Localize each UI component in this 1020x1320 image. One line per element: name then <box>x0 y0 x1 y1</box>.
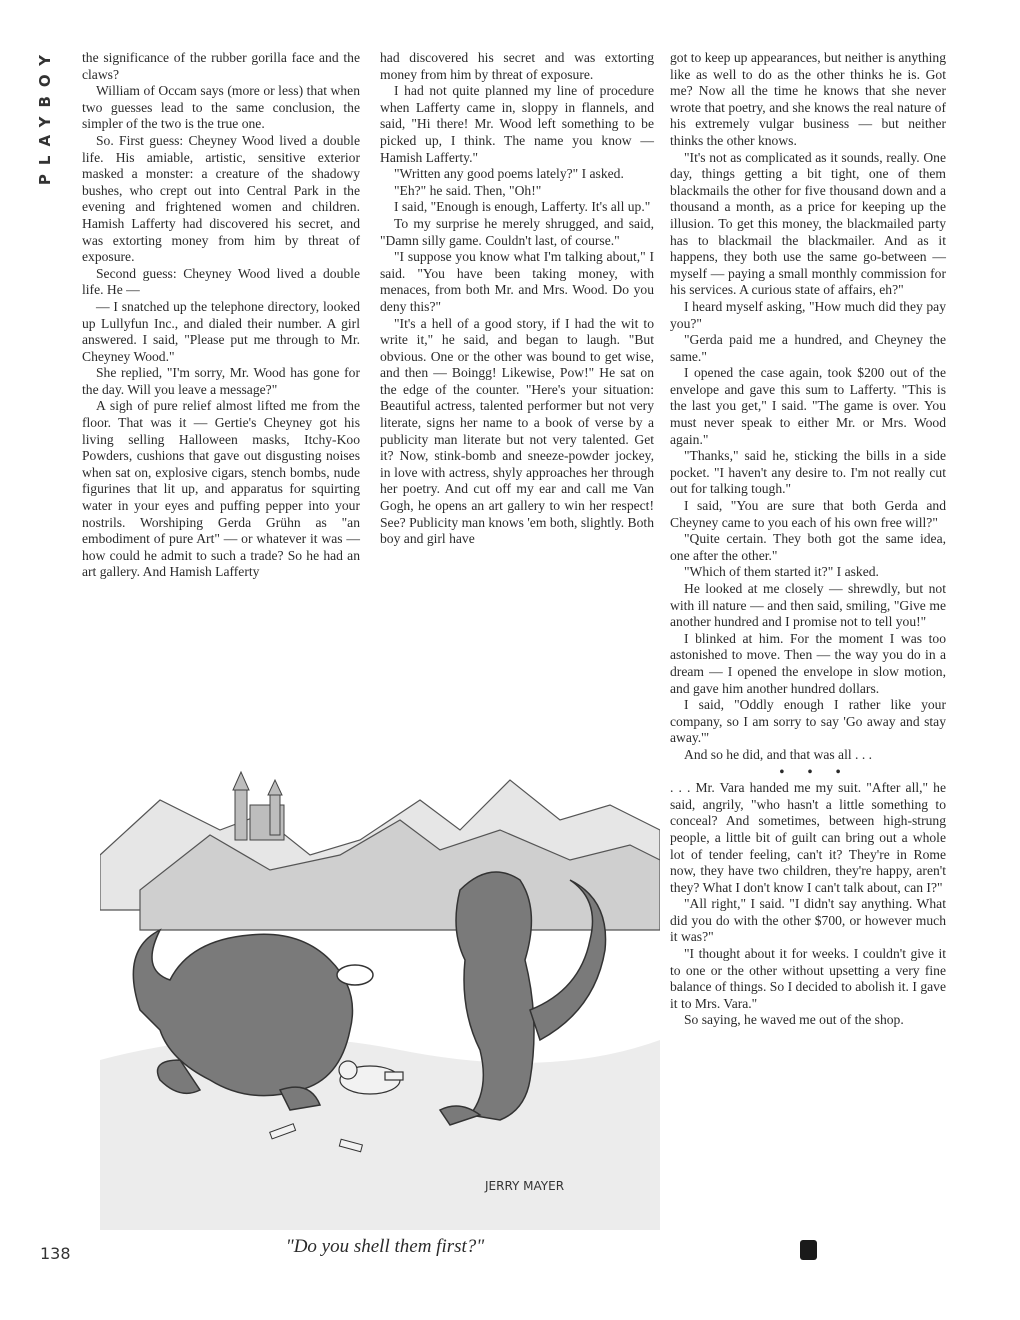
paragraph: "Thanks," said he, sticking the bills in a side pocket. "I haven't any desire to. I'm not really cut out for talking tough." <box>670 448 946 497</box>
text-column-2 <box>380 50 654 548</box>
paragraph: the significance of the rubber gorilla face and the claws? <box>82 50 360 82</box>
paragraph: I said, "Oddly enough I rather like your company, so I am sorry to say 'Go away and stay away.'" <box>670 697 946 746</box>
paragraph: I blinked at him. For the moment I was too astonished to move. Then — the way you do in a dream — I opened the envelope in slow motion, and gave him another hundred dollars. <box>670 630 946 696</box>
paragraph: I said, "Enough is enough, Lafferty. It's all up." <box>394 199 651 215</box>
paragraph: I said, "You are sure that both Gerda and Cheyney came to you each of his own free will?" <box>670 498 946 530</box>
bunny-logo-icon <box>800 1240 817 1260</box>
paragraph: "All right," I said. "I didn't say anything. What did you do with the other $700, or however much it was?" <box>670 896 946 945</box>
paragraph: She replied, "I'm sorry, Mr. Wood has gone for the day. Will you leave a message?" <box>82 365 360 397</box>
magazine-sidebar-label: PLAYBOY <box>36 46 54 186</box>
paragraph: got to keep up appearances, but neither is anything like as well to do as the other thinks he is. Got me? Now all the time he knows that she never wrote that poetry, and she knows the real nature of his extremely vulgar business — but neither thinks the other knows. <box>670 50 946 148</box>
paragraph: "Quite certain. They both got the same idea, one after the other." <box>670 531 946 563</box>
paragraph: "Gerda paid me a hundred, and Cheyney the same." <box>670 332 946 364</box>
paragraph: And so he did, and that was all . . . <box>684 746 873 762</box>
paragraph: Second guess: Cheyney Wood lived a double life. He — <box>82 265 360 298</box>
cartoon-caption: "Do you shell them first?" <box>285 1236 485 1257</box>
paragraph: "It's a hell of a good story, if I had the wit to write it," he said, and began to laugh. "But obvious. One or the other was bound to get wise, and then — Boingg! Likewise, Pow!" He sat on the edge of the counter. "Here's your situation: Beautiful actress, talented performer but not very literate, signs her name to a book of verse by a publicity man literate but not very talented. Get it? Now, stink-bomb and sneeze-powder jockey, in love with actress, shyly approaches her through her poetry. And cut off my ear and call me Van Gogh, he opens an art gallery to win her respect! See? Publicity man knows 'em both, slightly. Both boy and girl have <box>380 315 654 547</box>
paragraph: "I thought about it for weeks. I couldn't give it to one or the other without upsetting a very fine balance of things. So I decided to abolish it. I gave it to Mrs. Vara." <box>670 946 946 1011</box>
paragraph: — I snatched up the telephone directory, looked up Lullyfun Inc., and dialed their number. A girl answered. I said, "Please put me through to Mr. Cheyney Wood." <box>82 298 360 364</box>
mountains <box>100 780 660 930</box>
paragraph: A sigh of pure relief almost lifted me from the floor. That was it — Gertie's Cheyney got his living selling Halloween masks, Itchy-Koo Powders, cushions that gave out disgusting noises when sat on, explosive cigars, stench bombs, nude figurines that lit up, and apparatus for squirting water in your eyes and puffing pepper into your nostrils. Worshiping Gerda Grühn as "an embodiment of pure Art" — or whatever it was — how could he admit to such a trade? So he had an art gallery. And Hamish Lafferty <box>82 398 360 580</box>
text-column-1 <box>82 50 360 581</box>
artist-signature: JERRY MAYER <box>485 1179 565 1193</box>
paragraph: "Which of them started it?" I asked. <box>684 564 879 580</box>
paragraph: He looked at me closely — shrewdly, but not with ill nature — and then said, smiling, "Give me another hundred and I promise not to tell you!" <box>670 581 946 630</box>
paragraph: I opened the case again, took $200 out of the envelope and gave this sum to Lafferty. "This is the last you get," I said. "The game is over. You must never speak to either Mr. or Mrs. Wood again." <box>670 365 946 447</box>
paragraph: William of Occam says (more or less) that when two guesses lead to the same conclusion, the simpler of the two is the true one. <box>82 83 360 132</box>
paragraph: had discovered his secret and was extorting money from him by threat of exposure. <box>380 50 654 82</box>
paragraph: To my surprise he merely shrugged, and said, "Damn silly game. Couldn't last, of course." <box>380 215 654 248</box>
page-number: 138 <box>40 1244 71 1263</box>
section-break: • • • <box>779 763 851 779</box>
paragraph: So saying, he waved me out of the shop. <box>684 1012 904 1028</box>
paragraph: I heard myself asking, "How much did they pay you?" <box>670 298 946 331</box>
castle <box>233 772 284 840</box>
cartoon-illustration <box>100 760 660 1230</box>
paragraph: "Written any good poems lately?" I asked. <box>394 166 624 182</box>
paragraph: "I suppose you know what I'm talking about," I said. "You have been taking money, with menaces, from both Mr. and Mrs. Wood. Do you deny this?" <box>380 249 654 314</box>
paragraph: . . . Mr. Vara handed me my suit. "After all," he said, angrily, "who hasn't a little something to conceal? And sometimes, between high-strung people, a little bit of guilt can bring out a whole lot of tender feeling, can't it? They're in Rome now, they have two children, they're happy, aren't they? What I don't know I can't talk about, can I?" <box>670 780 946 895</box>
paragraph: So. First guess: Cheyney Wood lived a double life. His amiable, artistic, sensitive exterior masked a monster: a creature of the shadowy bushes, who crept out into Central Park in the evening and frightened women and children. Hamish Lafferty had discovered his secret, and was extorting money from him by threat of exposure. <box>82 132 360 265</box>
paragraph: "Eh?" he said. Then, "Oh!" <box>394 182 542 198</box>
paragraph: I had not quite planned my line of procedure when Lafferty came in, sloppy in flannels, and said, "Hi there! Mr. Wood left something to be picked up, I think. The name you know — Hamish Lafferty." <box>380 83 654 165</box>
text-column-3 <box>670 50 946 1029</box>
paragraph: "It's not as complicated as it sounds, really. One day, things getting a bit tight, one of them blackmails the other for five thousand down and a thousand a month, as a price for keeping up the illusion. To get this money, the blackmailed party has to blackmail the blackmailer. And as it happens, they both use the same go-between — myself — paying a small monthly commission for his services. A curious state of affairs, eh?" <box>670 149 946 298</box>
